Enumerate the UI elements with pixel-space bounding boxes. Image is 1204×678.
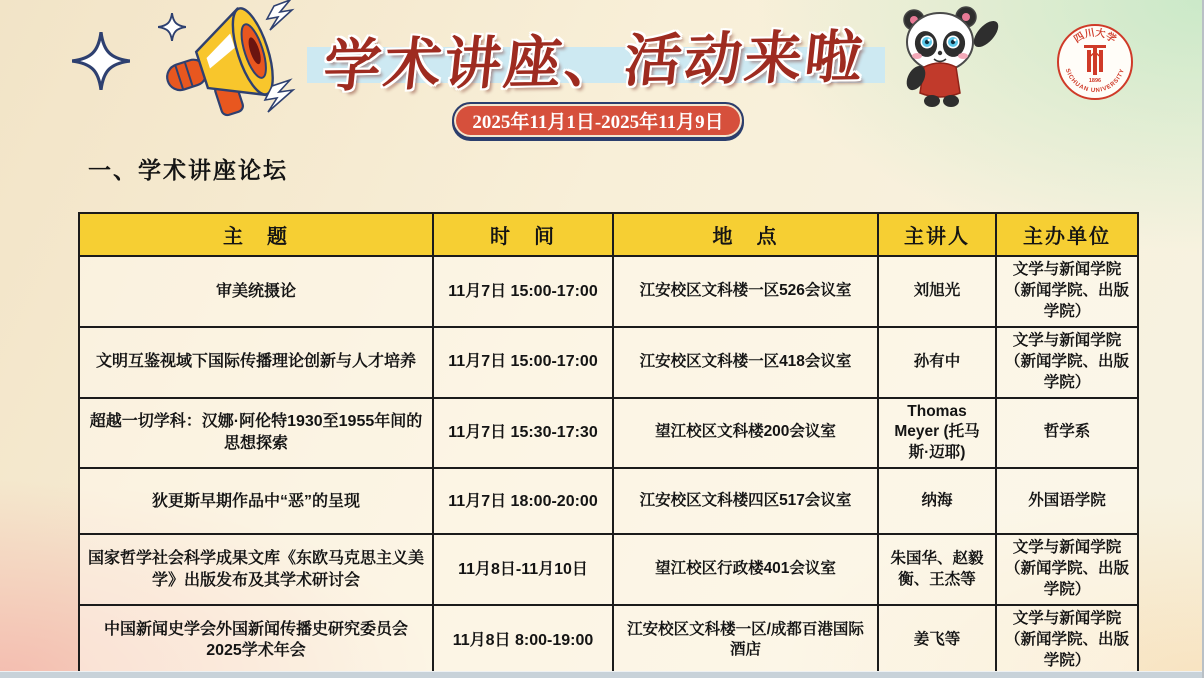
table-row (79, 256, 1138, 327)
lightning-icon (267, 0, 292, 30)
cell-speaker: 姜飞等 (878, 605, 996, 676)
table-row (79, 327, 1138, 398)
cell-organizer: 文学与新闻学院（新闻学院、出版学院） (996, 327, 1138, 398)
cell-organizer: 文学与新闻学院（新闻学院、出版学院） (996, 605, 1138, 676)
cell-speaker: 孙有中 (878, 327, 996, 398)
cell-organizer: 外国语学院 (996, 468, 1138, 534)
lecture-table (78, 212, 1139, 677)
cell-time: 11月7日 18:00-20:00 (433, 468, 613, 534)
cell-topic: 审美统摄论 (79, 256, 433, 327)
cell-time: 11月7日 15:00-17:00 (433, 256, 613, 327)
cell-location: 江安校区文科楼一区/成都百港国际酒店 (613, 605, 878, 676)
col-header-organizer: 主办单位 (996, 213, 1138, 256)
col-header-speaker: 主讲人 (878, 213, 996, 256)
col-header-topic: 主 题 (79, 213, 433, 256)
table-row (79, 398, 1138, 469)
table-header-row (79, 213, 1138, 256)
cell-time: 11月8日-11月10日 (433, 534, 613, 605)
cell-speaker: 刘旭光 (878, 256, 996, 327)
cell-time: 11月8日 8:00-19:00 (433, 605, 613, 676)
cell-location: 江安校区文科楼四区517会议室 (613, 468, 878, 534)
cell-speaker: 纳海 (878, 468, 996, 534)
table-row (79, 468, 1138, 534)
window-bottom-edge (0, 671, 1204, 678)
cell-topic: 超越一切学科：汉娜·阿伦特1930至1955年间的思想探索 (79, 398, 433, 469)
table-row (79, 534, 1138, 605)
scu-logo-en: SICHUAN UNIVERSITY (1063, 67, 1127, 95)
cell-speaker: Thomas Meyer (托马斯·迈耶) (878, 398, 996, 469)
panda-mascot (888, 4, 1008, 108)
cell-topic: 文明互鉴视域下国际传播理论创新与人才培养 (79, 327, 433, 398)
cell-speaker: 朱国华、赵毅衡、王杰等 (878, 534, 996, 605)
cell-topic: 国家哲学社会科学成果文库《东欧马克思主义美学》出版发布及其学术研讨会 (79, 534, 433, 605)
cell-topic: 狄更斯早期作品中“恶”的呈现 (79, 468, 433, 534)
page-title: 学术讲座、活动来啦 (320, 26, 869, 99)
col-header-location: 地 点 (613, 213, 878, 256)
cell-topic: 中国新闻史学会外国新闻传播史研究委员会2025学术年会 (79, 605, 433, 676)
cell-location: 江安校区文科楼一区526会议室 (613, 256, 878, 327)
table-row (79, 605, 1138, 676)
scu-logo (1055, 22, 1135, 102)
cell-organizer: 文学与新闻学院（新闻学院、出版学院） (996, 256, 1138, 327)
cell-location: 望江校区文科楼200会议室 (613, 398, 878, 469)
section-title: 一、学术讲座论坛 (88, 157, 288, 183)
cell-location: 望江校区行政楼401会议室 (613, 534, 878, 605)
cell-time: 11月7日 15:30-17:30 (433, 398, 613, 469)
scu-logo-year: 1896 (1088, 78, 1102, 84)
cell-time: 11月7日 15:00-17:00 (433, 327, 613, 398)
cell-organizer: 文学与新闻学院（新闻学院、出版学院） (996, 534, 1138, 605)
megaphone-icon (148, 0, 300, 120)
cell-location: 江安校区文科楼一区418会议室 (613, 327, 878, 398)
scu-logo-cn: 四川大学 (1072, 27, 1118, 46)
col-header-time: 时 间 (433, 213, 613, 256)
cell-organizer: 哲学系 (996, 398, 1138, 469)
date-range-badge: 2025年11月1日-2025年11月9日 (452, 102, 744, 139)
sparkle-icon (72, 32, 130, 90)
